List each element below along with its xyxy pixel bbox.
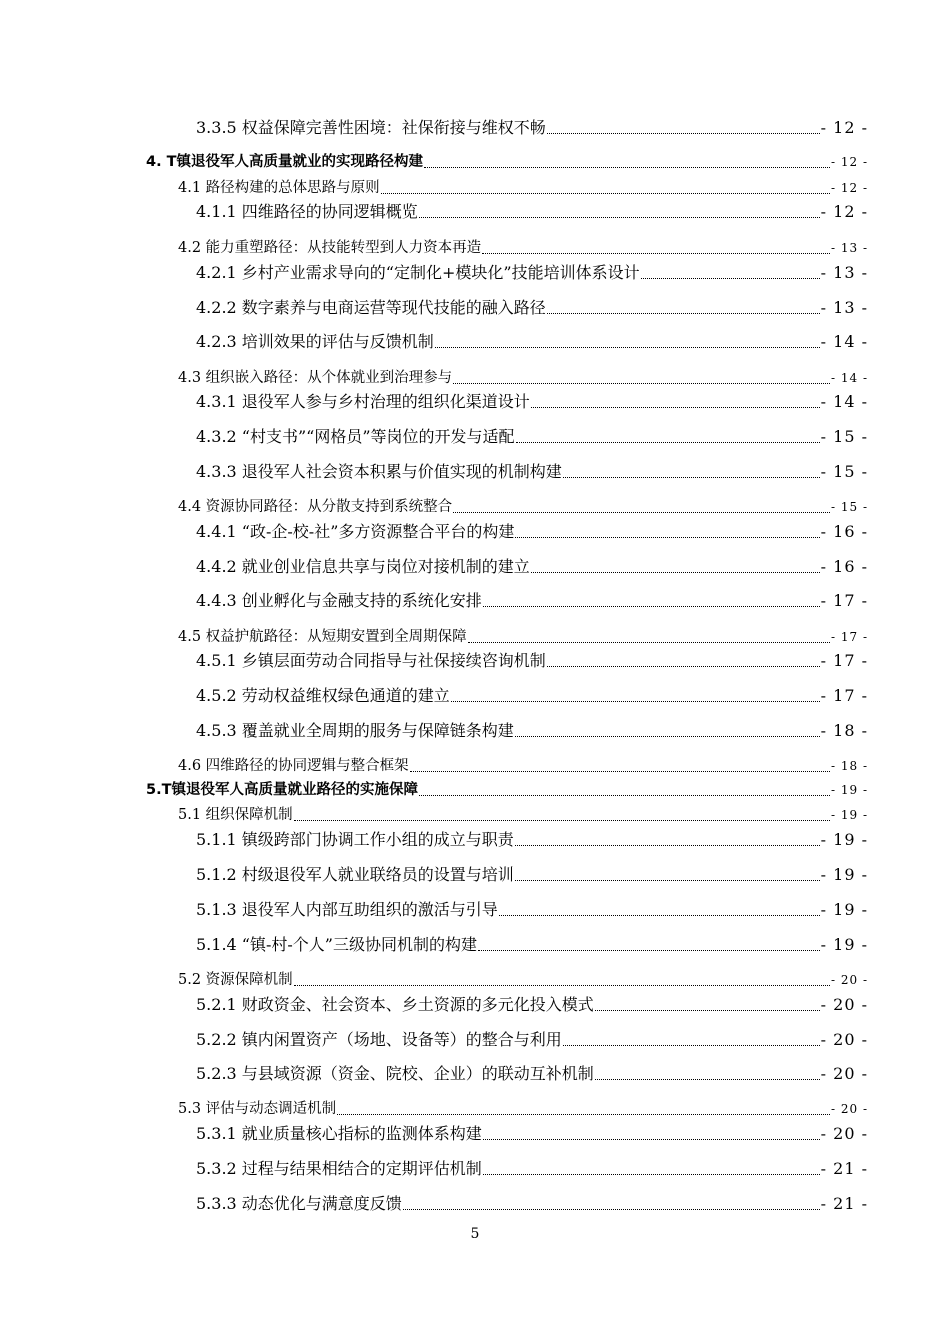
dot-leader: [531, 406, 820, 408]
dot-leader: [547, 132, 820, 134]
toc-entry-page: - 20 -: [820, 1064, 868, 1083]
dot-leader: [531, 571, 820, 573]
toc-entry[interactable]: [146, 780, 868, 800]
toc-entry-title: 4.1.1 四维路径的协同逻辑概览: [196, 202, 418, 221]
toc-entry-page: - 21 -: [820, 1159, 868, 1178]
toc-entry-title: 4.5.2 劳动权益维权绿色通道的建立: [196, 686, 450, 705]
toc-entry-page: - 16 -: [820, 557, 868, 576]
toc-entry-title: 4.2.3 培训效果的评估与反馈机制: [196, 332, 434, 351]
toc-entry[interactable]: [196, 1159, 868, 1179]
toc-entry-page: - 20 -: [820, 1124, 868, 1143]
dot-leader: [294, 984, 830, 986]
toc-entry[interactable]: [196, 392, 868, 412]
toc-entry-title: 5.1.2 村级退役军人就业联络员的设置与培训: [196, 865, 514, 884]
toc-entry-title: 4.3.1 退役军人参与乡村治理的组织化渠道设计: [196, 392, 530, 411]
toc-entry[interactable]: [196, 522, 868, 542]
toc-entry-page: - 17 -: [820, 591, 868, 610]
toc-entry-page: - 15 -: [830, 500, 868, 514]
dot-leader: [483, 1138, 820, 1140]
toc-entry-title: 4.4 资源协同路径：从分散支持到系统整合: [178, 499, 453, 515]
toc-entry[interactable]: [196, 686, 868, 706]
toc-entry-page: - 17 -: [820, 686, 868, 705]
dot-leader: [595, 1009, 820, 1011]
toc-entry[interactable]: [146, 152, 868, 172]
toc-entry-page: - 12 -: [820, 202, 868, 221]
toc-entry[interactable]: [196, 865, 868, 885]
dot-leader: [294, 819, 830, 821]
toc-entry-page: - 12 -: [820, 118, 868, 137]
dot-leader: [424, 166, 830, 168]
toc-entry[interactable]: [178, 805, 868, 825]
toc-entry-title: 4.1 路径构建的总体思路与原则: [178, 180, 380, 196]
toc-entry-page: - 20 -: [830, 973, 868, 987]
toc-entry[interactable]: [178, 178, 868, 198]
dot-leader: [453, 382, 830, 384]
toc-entry-page: - 13 -: [820, 298, 868, 317]
toc-entry[interactable]: [196, 1194, 868, 1214]
toc-entry[interactable]: [196, 263, 868, 283]
toc-entry-title: 5.1.1 镇级跨部门协调工作小组的成立与职责: [196, 830, 514, 849]
dot-leader: [563, 476, 820, 478]
toc-entry[interactable]: [196, 557, 868, 577]
dot-leader: [515, 879, 820, 881]
toc-entry-title: 4.2 能力重塑路径：从技能转型到人力资本再造: [178, 240, 482, 256]
toc-entry[interactable]: [196, 462, 868, 482]
dot-leader: [515, 844, 820, 846]
toc-entry-title: 5.T镇退役军人高质量就业路径的实施保障: [146, 782, 418, 798]
toc-entry-title: 5.1.4 “镇-村-个人”三级协同机制的构建: [196, 935, 477, 954]
toc-entry-title: 4.5.3 覆盖就业全周期的服务与保障链条构建: [196, 721, 514, 740]
dot-leader: [547, 312, 820, 314]
toc-entry[interactable]: [196, 721, 868, 741]
toc-entry-page: - 16 -: [820, 522, 868, 541]
dot-leader: [641, 277, 820, 279]
toc-entry[interactable]: [196, 651, 868, 671]
toc-entry-title: 5.3 评估与动态调适机制: [178, 1101, 337, 1117]
toc-entry-title: 4.4.3 创业孵化与金融支持的系统化安排: [196, 591, 482, 610]
toc-entry-page: - 19 -: [820, 935, 868, 954]
toc-entry-title: 4.3.2 “村支书”“网格员”等岗位的开发与适配: [196, 427, 515, 446]
dot-leader: [478, 949, 820, 951]
dot-leader: [468, 641, 830, 643]
toc-entry[interactable]: [178, 497, 868, 517]
toc-entry-title: 5.3.3 动态优化与满意度反馈: [196, 1194, 402, 1213]
toc-entry-title: 5.2.2 镇内闲置资产（场地、设备等）的整合与利用: [196, 1030, 562, 1049]
dot-leader: [515, 536, 819, 538]
toc-entry[interactable]: [196, 900, 868, 920]
dot-leader: [435, 346, 820, 348]
page-number: 5: [470, 1226, 480, 1242]
toc-entry-page: - 13 -: [830, 241, 868, 255]
toc-entry[interactable]: [196, 1030, 868, 1050]
toc-entry-page: - 20 -: [820, 995, 868, 1014]
dot-leader: [381, 192, 830, 194]
dot-leader: [515, 735, 820, 737]
toc-entry-page: - 14 -: [830, 371, 868, 385]
toc-entry-title: 4.2.1 乡村产业需求导向的“定制化+模块化”技能培训体系设计: [196, 263, 640, 282]
dot-leader: [337, 1113, 830, 1115]
toc-entry[interactable]: [178, 627, 868, 647]
toc-entry[interactable]: [196, 1124, 868, 1144]
toc-entry-title: 5.1 组织保障机制: [178, 807, 293, 823]
toc-entry-page: - 14 -: [820, 392, 868, 411]
toc-entry-title: 4.5 权益护航路径：从短期安置到全周期保障: [178, 629, 467, 645]
toc-entry[interactable]: [196, 202, 868, 222]
toc-entry-page: - 13 -: [820, 263, 868, 282]
dot-leader: [483, 605, 820, 607]
dot-leader: [419, 216, 820, 218]
toc-entry-page: - 18 -: [820, 721, 868, 740]
toc-entry[interactable]: [178, 1099, 868, 1119]
toc-entry-title: 5.2.1 财政资金、社会资本、乡土资源的多元化投入模式: [196, 995, 594, 1014]
toc-entry-page: - 17 -: [830, 630, 868, 644]
dot-leader: [547, 665, 820, 667]
toc-entry[interactable]: [196, 995, 868, 1015]
toc-entry[interactable]: [196, 298, 868, 318]
toc-entry-title: 5.3.2 过程与结果相结合的定期评估机制: [196, 1159, 482, 1178]
dot-leader: [403, 1208, 820, 1210]
dot-leader: [453, 511, 830, 513]
toc-entry-title: 5.2.3 与县域资源（资金、院校、企业）的联动互补机制: [196, 1064, 594, 1083]
dot-leader: [483, 1173, 820, 1175]
toc-entry-page: - 20 -: [820, 1030, 868, 1049]
toc-entry[interactable]: [196, 118, 868, 138]
toc-entry-title: 5.2 资源保障机制: [178, 972, 293, 988]
dot-leader: [516, 441, 820, 443]
dot-leader: [451, 700, 820, 702]
toc-entry-title: 3.3.5 权益保障完善性困境：社保衔接与维权不畅: [196, 118, 546, 137]
toc-entry-title: 5.3.1 就业质量核心指标的监测体系构建: [196, 1124, 482, 1143]
toc-entry-page: - 12 -: [830, 155, 868, 169]
toc-entry[interactable]: [196, 332, 868, 352]
toc-entry-title: 4.5.1 乡镇层面劳动合同指导与社保接续咨询机制: [196, 651, 546, 670]
toc-entry-title: 4.4.1 “政-企-校-社”多方资源整合平台的构建: [196, 522, 515, 541]
dot-leader: [499, 914, 820, 916]
toc-entry-page: - 20 -: [830, 1102, 868, 1116]
toc-entry-title: 4.6 四维路径的协同逻辑与整合框架: [178, 758, 409, 774]
toc-entry-page: - 19 -: [830, 783, 868, 797]
dot-leader: [482, 252, 830, 254]
toc-entry-title: 5.1.3 退役军人内部互助组织的激活与引导: [196, 900, 498, 919]
toc-entry-page: - 19 -: [830, 808, 868, 822]
toc-entry[interactable]: [178, 970, 868, 990]
toc-entry-page: - 12 -: [830, 181, 868, 195]
dot-leader: [595, 1078, 820, 1080]
toc-entry[interactable]: [196, 935, 868, 955]
toc-entry-page: - 15 -: [820, 462, 868, 481]
dot-leader: [410, 770, 830, 772]
toc-entry-page: - 15 -: [820, 427, 868, 446]
dot-leader: [419, 794, 830, 796]
toc-entry[interactable]: [196, 591, 868, 611]
toc-entry-title: 4.3 组织嵌入路径：从个体就业到治理参与: [178, 370, 453, 386]
toc-entry[interactable]: [196, 830, 868, 850]
toc-entry-title: 4.3.3 退役军人社会资本积累与价值实现的机制构建: [196, 462, 562, 481]
toc-entry[interactable]: [196, 427, 868, 447]
dot-leader: [563, 1044, 820, 1046]
toc-entry-title: 4.4.2 就业创业信息共享与岗位对接机制的建立: [196, 557, 530, 576]
toc-entry[interactable]: [178, 238, 868, 258]
toc-entry[interactable]: [196, 1064, 868, 1084]
toc-entry-title: 4.2.2 数字素养与电商运营等现代技能的融入路径: [196, 298, 546, 317]
toc-entry-page: - 21 -: [820, 1194, 868, 1213]
toc-entry-page: - 19 -: [820, 865, 868, 884]
toc-entry[interactable]: [178, 368, 868, 388]
toc-entry-page: - 19 -: [820, 830, 868, 849]
toc-entry-page: - 18 -: [830, 759, 868, 773]
toc-entry-title: 4. T镇退役军人高质量就业的实现路径构建: [146, 154, 424, 170]
toc-entry[interactable]: [178, 756, 868, 776]
toc-entry-page: - 17 -: [820, 651, 868, 670]
toc-entry-page: - 14 -: [820, 332, 868, 351]
toc-entry-page: - 19 -: [820, 900, 868, 919]
